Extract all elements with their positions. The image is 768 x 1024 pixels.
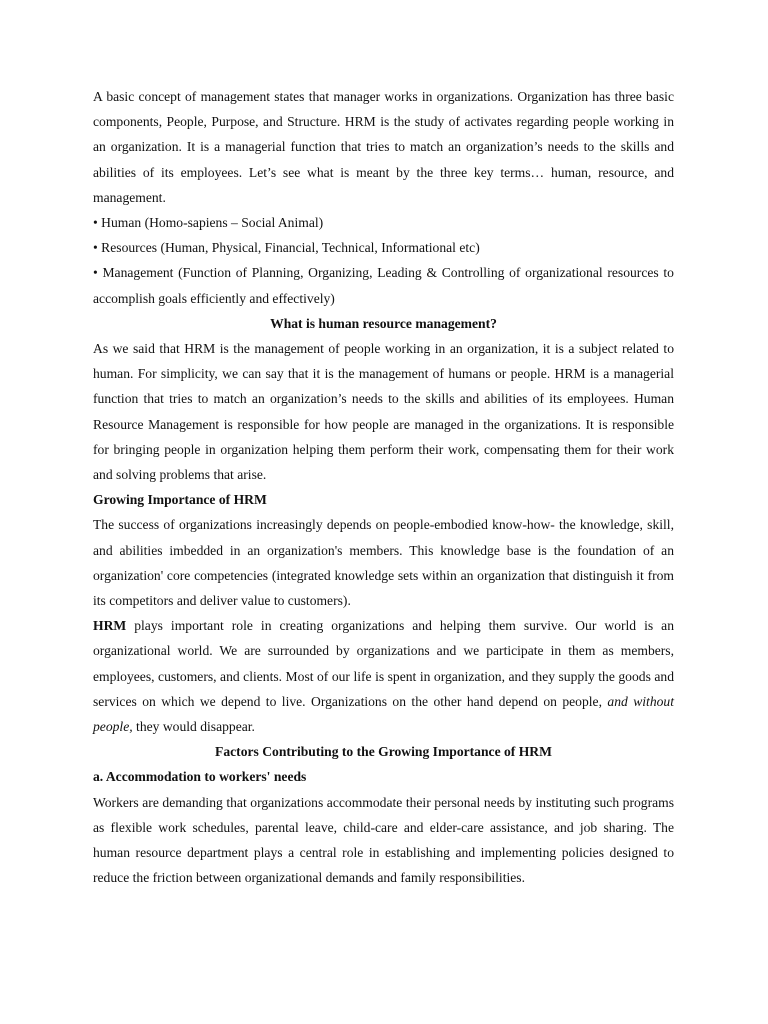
what-is-hrm-heading: What is human resource management? — [270, 315, 497, 331]
intro-paragraph: A basic concept of management states that manager works in organizations. Organization has three basic components, People, Purpose, and Structure. HRM is the study of activates regarding people working in an organization. It is a managerial function that tries to match an organization’s needs to the skills and abilities of its employees. Let’s see what is meant by the three key terms… human, resource, and management. — [93, 89, 674, 205]
bullet-management: • Management (Function of Planning, Organizing, Leading & Controlling of organizational resources to accomplish goals efficiently and effectively) — [93, 260, 674, 310]
accommodation-paragraph: Workers are demanding that organizations accommodate their personal needs by instituting such programs as flexible work schedules, parental leave, child-care and elder-care assistance, and job sharing. The human resource department plays a central role in establishing and implementing policies designed to reduce the friction between organizational demands and family responsibilities. — [93, 794, 674, 886]
accommodation-subheading: a. Accommodation to workers' needs — [93, 769, 307, 785]
growing-importance-heading: Growing Importance of HRM — [93, 492, 267, 508]
what-is-hrm-paragraph: As we said that HRM is the management of people working in an organization, it is a subject related to human. For simplicity, we can say that it is the management of humans or people. HRM is a managerial function that tries to match an organization’s needs to the skills and abilities of its employees. Human Resource Management is responsible for how people are managed in the organizations. It is responsible for bringing people in organization helping them perform their work, compensating them for their work and solving problems that arise. — [93, 341, 674, 483]
growing-importance-paragraph: The success of organizations increasingly depends on people-embodied know-how- the knowledge, skill, and abilities imbedded in an organization's members. This knowledge base is the foundation of an organization' core competencies (integrated knowledge sets within an organization that distinguish it from its competitors and deliver value to customers). — [93, 517, 674, 609]
hrm-role-end: they would disappear. — [132, 719, 255, 735]
hrm-role-text: plays important role in creating organizations and helping them survive. Our world is an organizational world. We are surrounded by organizations and we participate in them as members, employees, customers, and clients. Most of our life is spent in organization, and they supply the goods and services on which we depend to live. Organizations on the other hand depend on people, — [93, 618, 674, 709]
hrm-bold-term: HRM — [93, 618, 127, 634]
bullet-resources: • Resources (Human, Physical, Financial, Technical, Informational etc) — [93, 235, 674, 260]
bullet-human: • Human (Homo-sapiens – Social Animal) — [93, 210, 674, 235]
hrm-role-italic: and without people, — [93, 693, 675, 735]
document-page — [93, 84, 674, 891]
factors-heading: Factors Contributing to the Growing Importance of HRM — [215, 744, 552, 760]
hrm-role-paragraph — [93, 613, 674, 739]
